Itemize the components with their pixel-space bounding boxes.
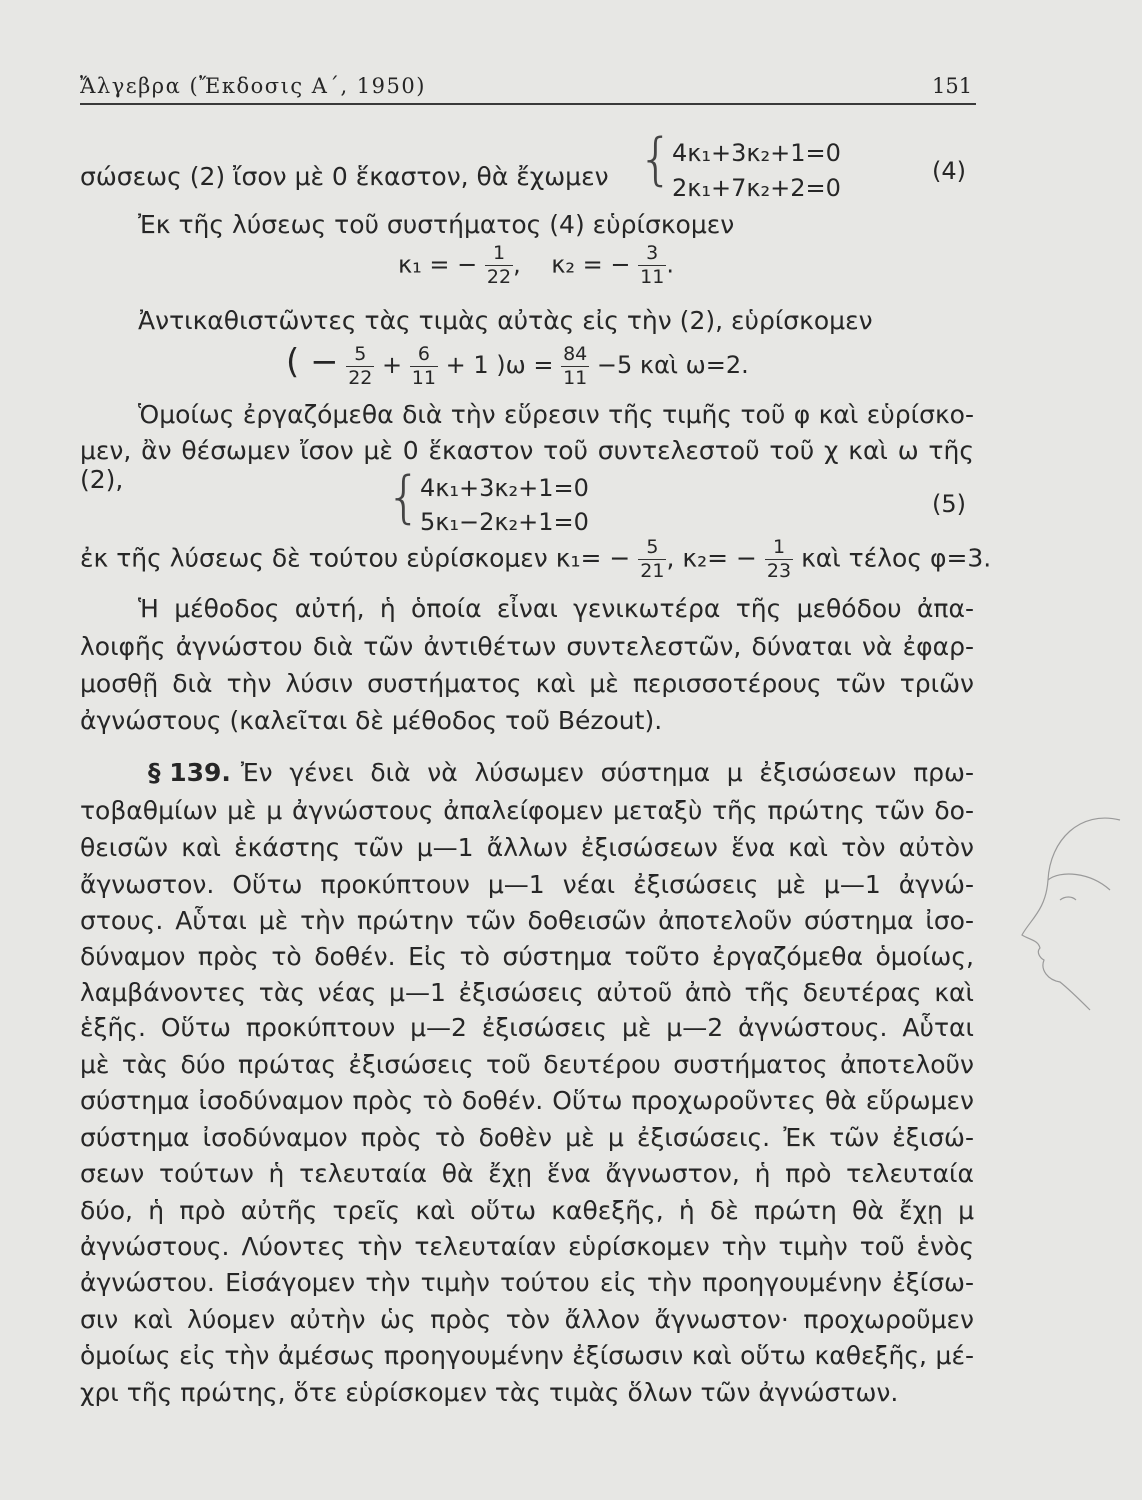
para2-line-10: σύστημα ἰσοδύναμον πρὸς τὸ δοθὲν μὲ μ ἐξισώσεις. Ἐκ τῶν ἐξισώ- <box>80 1123 974 1152</box>
system-4-eq1: 4κ₁+3κ₂+1=0 <box>672 139 841 167</box>
k2-end: . <box>666 250 674 279</box>
k1-numerator: 1 <box>485 244 513 266</box>
system-5-eq2: 5κ₁−2κ₂+1=0 <box>420 508 589 536</box>
omega-close: + 1 )ω = <box>445 351 554 379</box>
text-line-1: σώσεως (2) ἴσον μὲ 0 ἕκαστον, θὰ ἔχωμεν <box>80 162 609 191</box>
line-6-tail: καὶ τέλος φ=3. <box>801 543 992 573</box>
omega-open: ( − <box>286 342 339 382</box>
para2-line-5: δύναμον πρὸς τὸ δοθέν. Εἰς τὸ σύστημα τοῦτο ἐργαζόμεθα ὁμοίως, <box>80 942 974 971</box>
line-6-frac-2 <box>765 538 793 581</box>
page-number: 151 <box>932 74 973 98</box>
omega-frac-2 <box>410 342 438 389</box>
system-5-eq1: 4κ₁+3κ₂+1=0 <box>420 474 589 502</box>
k1-separator: , <box>513 250 521 279</box>
para1-line-4: ἀγνώστους (καλεῖται δὲ μέθοδος τοῦ Bézout). <box>80 706 663 735</box>
line-6-frac-2-den: 23 <box>766 560 792 582</box>
para2-line-8: μὲ τὰς δύο πρώτας ἐξισώσεις τοῦ δευτέρου συστήματος ἀποτελοῦν <box>80 1050 974 1079</box>
para2-line-11: σεων τούτων ἡ τελευταία θὰ ἔχῃ ἕνα ἄγνωστον, ἡ πρὸ τελευταία <box>80 1159 974 1188</box>
system-5-label: (5) <box>932 490 966 518</box>
text-line-2: Ἐκ τῆς λύσεως τοῦ συστήματος (4) εὑρίσκομεν <box>138 210 735 239</box>
system-4-label: (4) <box>932 157 966 185</box>
para2-line-3: ἄγνωστον. Οὕτω προκύπτουν μ—1 νέαι ἐξισώσεις μὲ μ—1 ἀγνώ- <box>80 870 974 899</box>
system-4-brace: { <box>638 127 674 192</box>
para2-line-9: σύστημα ἰσοδύναμον πρὸς τὸ δοθέν. Οὕτω προχωροῦντες θὰ εὕρωμεν <box>80 1086 974 1115</box>
omega-frac-1-den: 22 <box>348 366 373 389</box>
system-5-brace: { <box>386 465 422 530</box>
omega-frac-1-num: 5 <box>346 345 374 367</box>
para2-line-15: σιν καὶ λύομεν αὐτὴν ὡς πρὸς τὸν ἄλλον ἄγνωστον· προχωροῦμεν <box>80 1305 974 1334</box>
para2-line-1: τοβαθμίων μὲ μ ἀγνώστους ἀπαλείφομεν μεταξὺ τῆς πρώτης τῶν δο- <box>80 796 974 825</box>
line-6-frac-2-num: 1 <box>765 538 793 560</box>
para1-line-1: Ἡ μέθοδος αὐτή, ἡ ὁποία εἶναι γενικωτέρα τῆς μεθόδου ἀπα- <box>138 594 974 623</box>
line-6-frac-1 <box>638 538 666 581</box>
omega-frac-1 <box>346 342 374 389</box>
text-line-3: Ἀντικαθιστῶντες τὰς τιμὰς αὐτὰς εἰς τὴν (2), εὑρίσκομεν <box>138 306 873 335</box>
omega-equation <box>286 342 749 388</box>
margin-sketch-face <box>1000 800 1130 1030</box>
header-rule <box>80 103 976 105</box>
text-line-5: μεν, ἂν θέσωμεν ἴσον μὲ 0 ἕκαστον τοῦ συντελεστοῦ τοῦ χ καὶ ω τῆς (2), <box>80 436 974 494</box>
para2-line-4: στους. Αὗται μὲ τὴν πρώτην τῶν δοθεισῶν ἀποτελοῦν σύστημα ἰσο- <box>80 906 974 935</box>
line-6-frac-1-num: 5 <box>638 538 666 560</box>
para2-line-14: ἀγνώστου. Εἰσάγομεν τὴν τιμὴν τούτου εἰς τὴν προηγουμένην ἐξίσω- <box>80 1268 974 1297</box>
omega-frac-3-den: 11 <box>563 366 588 389</box>
text-line-4: Ὁμοίως ἐργαζόμεθα διὰ τὴν εὕρεσιν τῆς τιμῆς τοῦ φ καὶ εὑρίσκο- <box>138 400 974 429</box>
line-6-mid: , κ₂= − <box>666 543 757 573</box>
para2-line-17: χρι τῆς πρώτης, ὅτε εὑρίσκομεν τὰς τιμὰς ὅλων τῶν ἀγνώστων. <box>80 1378 899 1407</box>
k2-lhs: κ₂ = − <box>551 250 631 279</box>
omega-frac-3 <box>561 342 589 389</box>
para2-line-16: ὁμοίως εἰς τὴν ἀμέσως προηγουμένην ἐξίσωσιν καὶ οὕτω καθεξῆς, μέ- <box>80 1341 974 1370</box>
system-4-eq2: 2κ₁+7κ₂+2=0 <box>672 174 841 202</box>
line-6-frac-1-den: 21 <box>640 560 665 582</box>
k-values <box>398 244 674 287</box>
k1-lhs: κ₁ = − <box>398 250 478 279</box>
k1-fraction <box>485 244 513 287</box>
para2-line-13: ἀγνώστους. Λύοντες τὴν τελευταίαν εὑρίσκομεν τὴν τιμὴν τοῦ ἑνὸς <box>80 1232 974 1261</box>
omega-tail: −5 καὶ ω=2. <box>596 351 749 379</box>
k2-denominator: 11 <box>640 266 665 288</box>
section-139-first-line <box>148 758 974 787</box>
omega-frac-3-num: 84 <box>563 342 588 365</box>
running-header: Ἄλγεβρα (Ἔκδοσις Α΄, 1950) <box>80 74 426 98</box>
section-first-line-text: Ἐν γένει διὰ νὰ λύσωμεν σύστημα μ ἐξισώσεων πρω- <box>240 758 974 787</box>
line-6-text: ἐκ τῆς λύσεως δὲ τούτου εὑρίσκομεν κ₁= − <box>80 543 631 573</box>
k2-fraction <box>638 244 666 287</box>
omega-frac-2-num: 6 <box>410 345 438 367</box>
para2-line-12: δύο, ἡ πρὸ αὐτῆς τρεῖς καὶ οὕτω καθεξῆς, ἡ δὲ πρώτη θὰ ἔχῃ μ <box>80 1196 974 1225</box>
para2-line-6: λαμβάνοντες τὰς νέας μ—1 ἐξισώσεις αὐτοῦ ἀπὸ τῆς δευτέρας καὶ <box>80 978 974 1007</box>
k2-numerator: 3 <box>638 244 666 266</box>
omega-plus: + <box>382 351 403 379</box>
k1-denominator: 22 <box>486 266 512 288</box>
text-line-6 <box>80 538 991 581</box>
para2-line-2: θεισῶν καὶ ἑκάστης τῶν μ—1 ἄλλων ἐξισώσεων ἕνα καὶ τὸν αὐτὸν <box>80 833 974 862</box>
section-number: § 139. <box>148 758 231 787</box>
para1-line-3: μοσθῇ διὰ τὴν λύσιν συστήματος καὶ μὲ περισσοτέρους τῶν τριῶν <box>80 669 974 698</box>
omega-frac-2-den: 11 <box>411 366 436 389</box>
para1-line-2: λοιφῆς ἀγνώστου διὰ τῶν ἀντιθέτων συντελεστῶν, δύναται νὰ ἐφαρ- <box>80 632 974 661</box>
para2-line-7: ἑξῆς. Οὕτω προκύπτουν μ—2 ἐξισώσεις μὲ μ—2 ἀγνώστους. Αὗται <box>80 1013 974 1042</box>
